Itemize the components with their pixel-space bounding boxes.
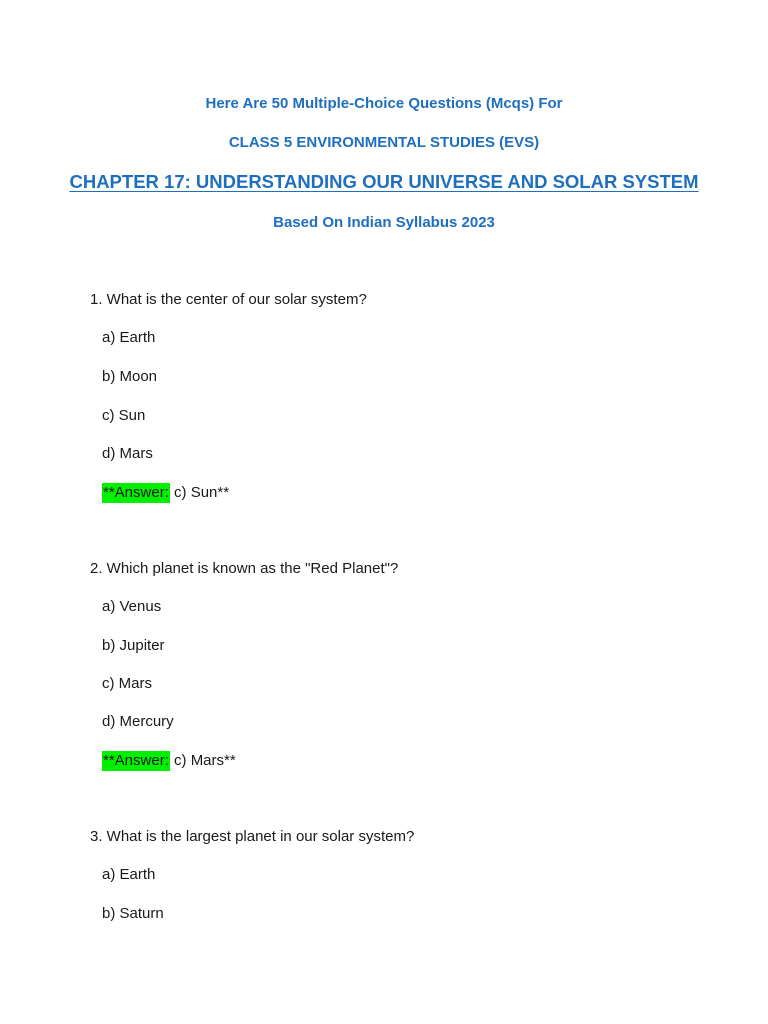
class-heading: CLASS 5 ENVIRONMENTAL STUDIES (EVS) (228, 134, 540, 151)
question-2-option-d: d) Mercury (102, 713, 174, 730)
question-1-option-c: c) Sun (102, 407, 146, 424)
answer-label-highlight: **Answer: (103, 752, 169, 769)
answer-label-highlight: **Answer: (103, 484, 169, 501)
question-2-option-b: b) Jupiter (102, 637, 165, 654)
question-1: 1. What is the center of our solar system? (90, 291, 367, 308)
question-2-answer (102, 752, 236, 769)
question-1-option-d: d) Mars (102, 445, 153, 462)
question-2-option-c: c) Mars (102, 675, 152, 692)
chapter-title: CHAPTER 17: UNDERSTANDING OUR UNIVERSE AND SOLAR SYSTEM (69, 171, 699, 192)
intro-heading: Here Are 50 Multiple-Choice Questions (Mcqs) For (205, 95, 563, 112)
question-3-option-b: b) Saturn (102, 905, 164, 922)
answer-text: c) Sun** (169, 484, 230, 501)
syllabus-heading: Based On Indian Syllabus 2023 (273, 214, 495, 231)
question-1-option-a: a) Earth (102, 329, 156, 346)
question-3: 3. What is the largest planet in our solar system? (90, 828, 415, 845)
question-1-option-b: b) Moon (102, 368, 158, 385)
question-3-option-a: a) Earth (102, 866, 156, 883)
question-1-answer (102, 484, 229, 501)
answer-text: c) Mars** (169, 752, 236, 769)
question-2-option-a: a) Venus (102, 598, 162, 615)
question-2: 2. Which planet is known as the "Red Planet"? (90, 560, 399, 577)
